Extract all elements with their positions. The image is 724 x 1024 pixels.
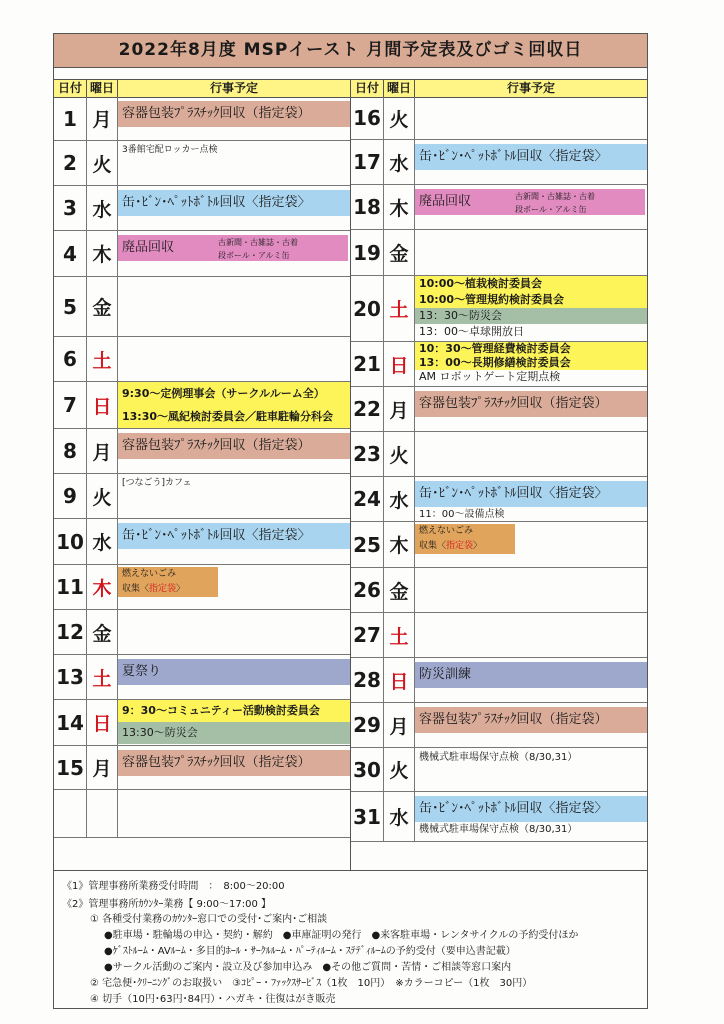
calendar-row	[54, 474, 350, 519]
calendar-row	[351, 230, 647, 276]
weekday: 土	[384, 276, 415, 341]
event-cell	[118, 382, 350, 428]
day-number: 24	[351, 477, 384, 521]
calendar-row	[54, 565, 350, 610]
left-header	[54, 79, 350, 98]
event-band: 9：30～コミュニティー活動検討委員会	[118, 700, 350, 722]
day-number: 17	[351, 140, 384, 184]
weekday: 金	[384, 230, 415, 275]
day-number: 31	[351, 792, 384, 841]
calendar-row	[54, 382, 350, 429]
right-header	[351, 79, 647, 98]
calendar-row	[54, 97, 350, 141]
event-cell	[118, 610, 350, 654]
garbage-band	[118, 567, 218, 597]
event-cell	[118, 277, 350, 336]
day-number: 2	[54, 141, 87, 185]
calendar-row	[351, 185, 647, 230]
event-cell	[118, 700, 350, 745]
event-cell	[118, 186, 350, 230]
day-number: 12	[54, 610, 87, 654]
event-band: 容器包装ﾌﾟﾗｽﾁｯｸ回収（指定袋）	[118, 433, 350, 459]
event-cell	[118, 231, 350, 276]
event-band: 缶･ﾋﾞﾝ･ﾍﾟｯﾄﾎﾞﾄﾙ回収〈指定袋〉	[415, 144, 647, 170]
event-band: 13：00～卓球開放日	[419, 325, 524, 338]
footer-line: 《1》管理事務所業務受付時間 ： 8:00～20:00	[62, 881, 285, 892]
event-cell	[118, 429, 350, 473]
event-band: 防災訓練	[415, 662, 647, 688]
event-band: 廃品回収	[415, 189, 645, 215]
event-band: 13:30～防災会	[118, 722, 350, 744]
day-number: 9	[54, 474, 87, 518]
paper-types-note: 古新聞・古雑誌・古着	[515, 192, 595, 201]
calendar-row	[351, 276, 647, 342]
day-number: 7	[54, 382, 87, 428]
calendar-row	[54, 429, 350, 474]
weekday: 水	[87, 519, 118, 564]
garbage-title: 燃えないごみ	[419, 526, 474, 536]
day-number: 20	[351, 276, 384, 341]
footer-line: ① 各種受付業務のｶｳﾝﾀｰ窓口での受付･ご案内･ご相談	[90, 914, 328, 925]
footer-line: ●駐車場・駐輪場の申込・契約・解約 ●車庫証明の発行 ●来客駐車場・レンタサイクルの予約受付ほか	[104, 930, 579, 941]
page-title: 2022年8月度 MSPイースト 月間予定表及びゴミ回収日	[54, 34, 647, 68]
calendar-row	[54, 277, 350, 337]
event-band: 容器包装ﾌﾟﾗｽﾁｯｸ回収（指定袋）	[118, 101, 350, 127]
calendar-row	[54, 746, 350, 790]
garbage-text: 収集〈	[419, 541, 447, 551]
footer-line: 《2》管理事務所ｶｳﾝﾀｰ業務【 9:00～17:00 】	[62, 899, 271, 910]
event-cell	[415, 140, 647, 184]
weekday: 金	[384, 568, 415, 612]
garbage-title: 燃えないごみ	[122, 569, 177, 579]
event-band: 10：30～管理経費検討委員会	[415, 342, 647, 356]
event-cell	[415, 568, 647, 612]
event-cell	[415, 342, 647, 386]
event-cell	[118, 565, 350, 609]
calendar-row	[351, 748, 647, 792]
event-cell	[415, 185, 647, 229]
schedule-sheet	[53, 33, 648, 1009]
calendar-row	[54, 790, 350, 838]
event-band: 缶･ﾋﾞﾝ･ﾍﾟｯﾄﾎﾞﾄﾙ回収〈指定袋〉	[415, 796, 647, 822]
event-note: 11：00～設備点検	[419, 509, 505, 520]
weekday: 日	[384, 342, 415, 386]
events-header: 行事予定	[209, 81, 258, 95]
event-cell	[118, 337, 350, 381]
calendar-row	[351, 522, 647, 568]
calendar-row	[351, 792, 647, 842]
footer-line: ●ｹﾞｽﾄﾙｰﾑ・AVﾙｰﾑ・多目的ﾎｰﾙ・ｻｰｸﾙﾙｰﾑ・ﾊﾟｰﾃｨﾙｰﾑ・ｽﾃﾃﾞｨﾙｰﾑの予約受付（要申込書記載）	[104, 946, 516, 957]
event-band: 13：00～長期修繕検討委員会	[415, 356, 647, 370]
event-note: 機械式駐車場保守点検（8/30,31）	[419, 824, 578, 835]
day-number: 1	[54, 97, 87, 140]
day-number: 27	[351, 613, 384, 657]
calendar-row	[54, 337, 350, 382]
designated-bag-label: 指定袋	[149, 584, 177, 594]
day-number: 19	[351, 230, 384, 275]
day-number: 10	[54, 519, 87, 564]
event-band: 夏祭り	[118, 659, 350, 685]
day-number: 23	[351, 432, 384, 476]
day-number: 15	[54, 746, 87, 789]
event-cell	[415, 658, 647, 702]
weekday-header: 曜日	[87, 80, 118, 97]
event-band: 缶･ﾋﾞﾝ･ﾍﾟｯﾄﾎﾞﾄﾙ回収〈指定袋〉	[118, 523, 350, 549]
event-band: 容器包装ﾌﾟﾗｽﾁｯｸ回収（指定袋）	[118, 750, 350, 776]
weekday: 金	[87, 610, 118, 654]
weekday: 火	[87, 474, 118, 518]
weekday: 月	[384, 703, 415, 747]
day-number: 14	[54, 700, 87, 745]
calendar-row	[54, 700, 350, 746]
weekday: 水	[384, 477, 415, 521]
paper-types-note: 古新聞・古雑誌・古着	[218, 238, 298, 247]
event-band: 容器包装ﾌﾟﾗｽﾁｯｸ回収（指定袋）	[415, 391, 647, 417]
calendar-row	[351, 703, 647, 748]
day-number: 26	[351, 568, 384, 612]
calendar-row	[351, 432, 647, 477]
weekday: 木	[87, 565, 118, 609]
weekday: 月	[87, 429, 118, 473]
calendar-row	[351, 387, 647, 432]
garbage-band	[415, 524, 515, 554]
day-number: 18	[351, 185, 384, 229]
footer-line: ●サークル活動のご案内・設立及び参加申込み ●その他ご質問・苦情・ご相談等窓口案内	[104, 962, 512, 973]
weekday: 水	[87, 186, 118, 230]
event-cell	[118, 790, 350, 837]
calendar-row	[54, 655, 350, 700]
day-number: 13	[54, 655, 87, 699]
day-number: 8	[54, 429, 87, 473]
event-cell	[415, 432, 647, 476]
garbage-text: 〉	[176, 584, 186, 594]
weekday: 水	[384, 140, 415, 184]
weekday: 火	[384, 432, 415, 476]
event-cell	[118, 97, 350, 140]
day-number: 28	[351, 658, 384, 702]
event-band: 10:00～植栽検討委員会	[415, 276, 647, 292]
footer-line: ② 宅急便･ｸﾘｰﾆﾝｸﾞのお取扱い ③ｺﾋﾟｰ・ﾌｧｯｸｽｻｰﾋﾞｽ（1枚 10円） ※カラーコピー（1枚 30円）	[90, 978, 533, 989]
event-cell	[118, 519, 350, 564]
designated-bag-label: 指定袋	[446, 541, 474, 551]
date-header: 日付	[54, 80, 87, 97]
weekday: 日	[384, 658, 415, 702]
calendar-row	[54, 519, 350, 565]
event-cell	[415, 703, 647, 747]
calendar-row	[351, 613, 647, 658]
day-number: 21	[351, 342, 384, 386]
event-cell	[415, 522, 647, 567]
event-band: 13:30～風紀検討委員会／駐車駐輪分科会	[118, 405, 350, 428]
calendar-row	[54, 231, 350, 277]
weekday: 火	[384, 97, 415, 139]
weekday-header: 曜日	[384, 80, 415, 97]
garbage-text: 収集〈	[122, 584, 150, 594]
weekday: 日	[87, 700, 118, 745]
weekday: 火	[87, 141, 118, 185]
calendar-row	[54, 610, 350, 655]
event-note: [つなごう]カフェ	[122, 478, 192, 488]
calendar-row	[54, 141, 350, 186]
weekday: 金	[87, 277, 118, 336]
weekday: 水	[384, 792, 415, 841]
event-band: 缶･ﾋﾞﾝ･ﾍﾟｯﾄﾎﾞﾄﾙ回収〈指定袋〉	[415, 481, 647, 507]
event-cell	[415, 792, 647, 841]
column-divider	[350, 79, 351, 870]
office-info	[54, 870, 647, 1009]
weekday: 木	[87, 231, 118, 276]
day-number: 6	[54, 337, 87, 381]
day-number: 29	[351, 703, 384, 747]
day-number: 16	[351, 97, 384, 139]
event-cell	[415, 97, 647, 139]
day-number	[54, 790, 87, 837]
weekday: 日	[87, 382, 118, 428]
weekday: 土	[384, 613, 415, 657]
event-cell	[415, 477, 647, 521]
weekday: 月	[384, 387, 415, 431]
event-band: 廃品回収	[118, 235, 348, 261]
event-band: 13：30～防災会	[415, 308, 647, 324]
weekday: 土	[87, 655, 118, 699]
paper-types-note: 段ボール・アルミ缶	[515, 205, 587, 214]
event-cell	[118, 746, 350, 789]
event-cell	[415, 387, 647, 431]
day-number: 22	[351, 387, 384, 431]
event-cell	[415, 748, 647, 791]
day-number: 30	[351, 748, 384, 791]
weekday: 火	[384, 748, 415, 791]
date-header: 日付	[351, 80, 384, 97]
event-cell	[118, 655, 350, 699]
calendar-row	[351, 140, 647, 185]
garbage-subtitle	[419, 539, 515, 554]
calendar-row	[351, 342, 647, 387]
event-band: AM ロボットゲート定期点検	[419, 370, 561, 383]
event-cell	[415, 276, 647, 341]
event-note: 3番館宅配ロッカー点検	[122, 145, 218, 155]
event-band: 10:00～管理規約検討委員会	[415, 292, 647, 308]
calendar-row	[351, 477, 647, 522]
day-number: 25	[351, 522, 384, 567]
event-band: 缶･ﾋﾞﾝ･ﾍﾟｯﾄﾎﾞﾄﾙ回収〈指定袋〉	[118, 190, 350, 216]
calendar-row	[351, 97, 647, 140]
calendar-row	[351, 658, 647, 703]
weekday	[87, 790, 118, 837]
paper-types-note: 段ボール・アルミ缶	[218, 251, 290, 260]
event-cell	[118, 141, 350, 185]
garbage-text: 〉	[473, 541, 483, 551]
events-header: 行事予定	[506, 81, 555, 95]
weekday: 月	[87, 746, 118, 789]
event-cell	[415, 613, 647, 657]
day-number: 4	[54, 231, 87, 276]
event-band: 容器包装ﾌﾟﾗｽﾁｯｸ回収（指定袋）	[415, 707, 647, 733]
garbage-subtitle	[122, 582, 218, 597]
weekday: 木	[384, 522, 415, 567]
day-number: 11	[54, 565, 87, 609]
footer-line: ④ 切手（10円･63円･84円）・ハガキ・往復はがき販売	[90, 994, 336, 1005]
event-cell	[118, 474, 350, 518]
event-band: 9:30～定例理事会（サークルルーム全）	[118, 382, 350, 405]
weekday: 土	[87, 337, 118, 381]
calendar-row	[351, 568, 647, 613]
day-number: 5	[54, 277, 87, 336]
event-cell	[415, 230, 647, 275]
calendar-row	[54, 186, 350, 231]
day-number: 3	[54, 186, 87, 230]
event-note: 機械式駐車場保守点検（8/30,31）	[419, 752, 578, 763]
weekday: 月	[87, 97, 118, 140]
weekday: 木	[384, 185, 415, 229]
